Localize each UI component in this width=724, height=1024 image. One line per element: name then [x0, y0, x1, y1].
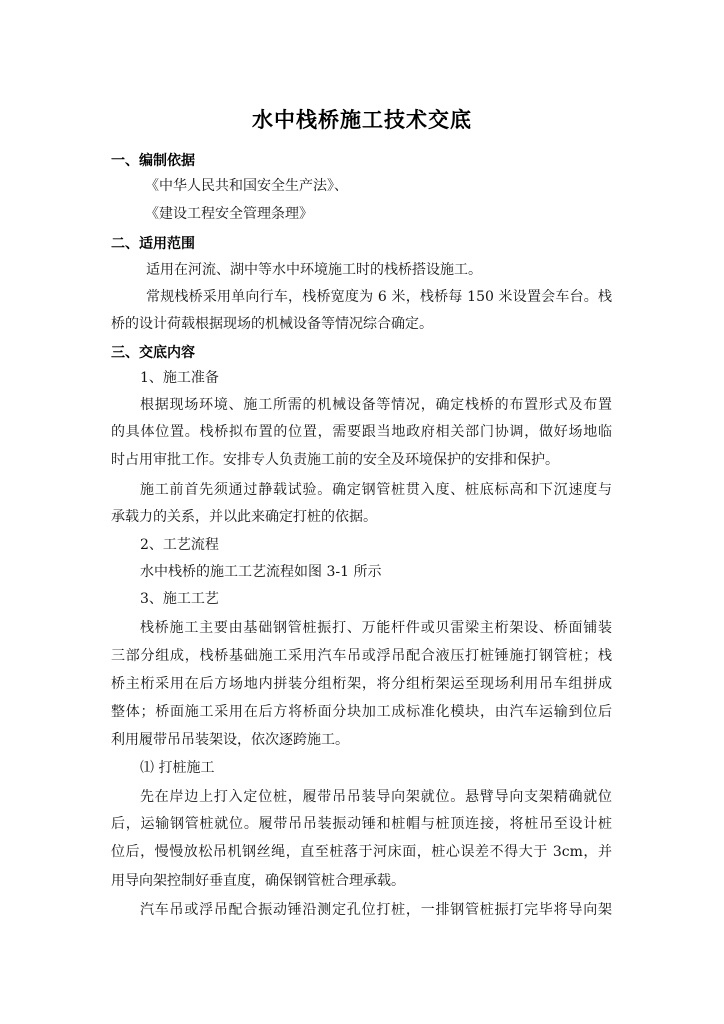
basis-item: 《中华人民共和国安全生产法》、 — [145, 178, 348, 194]
document-title: 水中栈桥施工技术交底 — [252, 108, 472, 132]
flow-line: 水中栈桥的施工工艺流程如图 3-1 所示 — [140, 564, 382, 580]
basis-item: 《建设工程安全管理条理》 — [145, 206, 313, 222]
subsection-title-flow: 2、工艺流程 — [140, 537, 219, 553]
tech-line: 整体；桥面施工采用在后方将桥面分块加工成标准化模块，由汽车运输到位后 — [111, 704, 612, 720]
subsection-title-prep: 1、施工准备 — [140, 370, 219, 386]
pile-line: 汽车吊或浮吊配合振动锤沿测定孔位打桩，一排钢管桩振打完毕将导向架 — [140, 902, 612, 918]
tech-line: 三部分组成，栈桥基础施工采用汽车吊或浮吊配合液压打桩锤施打钢管桩；栈 — [111, 648, 612, 664]
prep-line: 时占用审批工作。安排专人负责施工前的安全及环境保护的安排和保护。 — [111, 452, 559, 468]
subsection-title-pile: ⑴ 打桩施工 — [140, 760, 215, 776]
section-heading-content: 三、交底内容 — [111, 345, 195, 361]
section-heading-scope: 二、适用范围 — [111, 236, 195, 252]
pile-line: 后，运输钢管桩就位。履带吊吊装振动锤和桩帽与桩顶连接，将桩吊至设计桩 — [111, 816, 612, 832]
tech-line: 利用履带吊吊装架设，依次逐跨施工。 — [111, 732, 349, 748]
prep-line: 施工前首先须通过静载试验。确定钢管桩贯入度、桩底标高和下沉速度与 — [140, 482, 612, 498]
prep-line: 的具体位置。栈桥拟布置的位置，需要跟当地政府相关部门协调，做好场地临 — [111, 424, 612, 440]
scope-line: 常规栈桥采用单向行车，栈桥宽度为 6 米，栈桥每 150 米设置会车台。栈 — [146, 289, 612, 305]
prep-line: 根据现场环境、施工所需的机械设备等情况，确定栈桥的布置形式及布置 — [140, 397, 612, 413]
pile-line: 用导向架控制好垂直度，确保钢管桩合理承载。 — [111, 873, 405, 889]
section-heading-basis: 一、编制依据 — [111, 153, 195, 169]
prep-line: 承载力的关系，并以此来确定打桩的依据。 — [111, 509, 377, 525]
scope-line: 桥的设计荷载根据现场的机械设备等情况综合确定。 — [111, 316, 433, 332]
subsection-title-tech: 3、施工工艺 — [140, 591, 219, 607]
scope-line: 适用在河流、湖中等水中环境施工时的栈桥搭设施工。 — [146, 262, 482, 278]
pile-line: 位后，慢慢放松吊机钢丝绳，直至桩落于河床面，桩心误差不得大于 3cm，并 — [111, 844, 612, 860]
tech-line: 桥主桁采用在后方场地内拼装分组桁架，将分组桁架运至现场利用吊车组拼成 — [111, 676, 612, 692]
pile-line: 先在岸边上打入定位桩，履带吊吊装导向架就位。悬臂导向支架精确就位 — [140, 789, 612, 805]
tech-line: 栈桥施工主要由基础钢管桩振打、万能杆件或贝雷梁主桁架设、桥面铺装 — [140, 620, 612, 636]
